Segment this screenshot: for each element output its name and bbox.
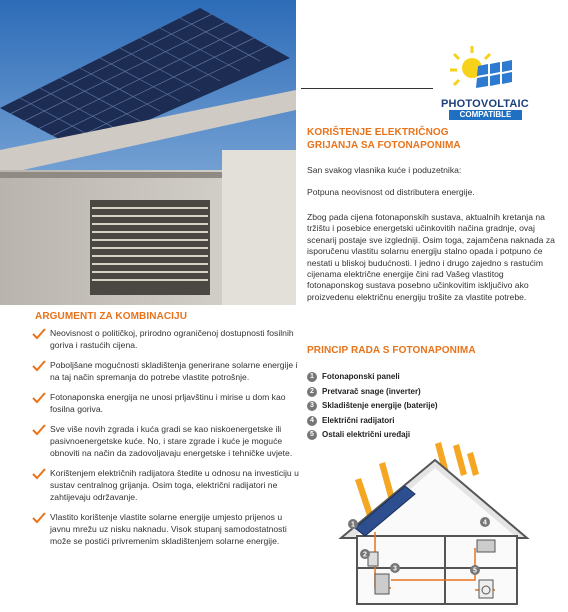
divider xyxy=(301,88,433,89)
legend-number: 2 xyxy=(307,387,317,397)
svg-text:3: 3 xyxy=(393,565,397,573)
legend-item xyxy=(307,370,438,385)
argument-text: Vlastito korištenje vlastite solarne energije umjesto prijenos u javnu mrežu uz nisku naknadu. Visok stupanj samodostatnosti može se postići privremenim skladištenjem solarne energije. xyxy=(50,512,287,546)
legend-label: Ostali električni uređaji xyxy=(322,430,411,439)
checkmark-icon xyxy=(32,424,46,436)
legend-label: Električni radijatori xyxy=(322,415,395,425)
arguments-title: ARGUMENTI ZA KOMBINACIJU xyxy=(35,311,188,322)
legend-number: 3 xyxy=(307,401,317,411)
argument-item xyxy=(32,391,302,415)
arguments-list xyxy=(32,327,302,555)
heating-paragraph: Zbog pada cijena fotonaponskih sustava, aktualnih kretanja na tržištu i posebice energetski učinkovitih načina gradnje, ovaj scenarij postaje sve izgledniji. Osim toga, zajamčena naknada za isporučenu vlastitu solarnu energiju stalno opada i potpuno će nestati u bliskoj budućnosti. I jedno i drugo zajedno s rastućim cijenama električne energije čini rad Vašeg vlastitog fotonaponskog sustava posebno učinkovitim isključivo ako proizvedenu električnu energiju trošite za vlastite potrebe. xyxy=(307,212,555,302)
argument-item xyxy=(32,511,302,547)
argument-text: Sve više novih zgrada i kuća gradi se kao niskoenergetske ili pasivnoenergetske kuće. No, i stare zgrade i kuće je moguće obnoviti na način da zadovoljavaju energetske i tehničke uvjete. xyxy=(50,424,293,458)
svg-text:2: 2 xyxy=(363,551,367,559)
argument-text: Poboljšane mogućnosti skladištenja generirane solarne energije i na taj način spremanja do potrebe vlastite potrošnje. xyxy=(50,360,298,382)
argument-item xyxy=(32,467,302,503)
house-system-diagram xyxy=(335,440,533,608)
checkmark-icon xyxy=(32,328,46,340)
legend-item xyxy=(307,399,438,414)
argument-text: Neovisnost o političkoj, prirodno ograničenoj dostupnosti fosilnih goriva i rastućih cijena. xyxy=(50,328,294,350)
legend-label: Fotonaponski paneli xyxy=(322,372,400,381)
heating-independence: Potpuna neovisnost od distributera energije. xyxy=(307,187,475,197)
building-solar-photo xyxy=(0,0,296,305)
argument-text: Fotonaponska energija ne unosi prljavštinu i mirise u dom kao fosilna goriva. xyxy=(50,392,286,414)
argument-item xyxy=(32,327,302,351)
checkmark-icon xyxy=(32,512,46,524)
checkmark-icon xyxy=(32,468,46,480)
heating-title: KORIŠTENJE ELEKTRIČNOG GRIJANJA SA FOTONAPONIMA xyxy=(307,127,461,151)
legend-item xyxy=(307,414,438,429)
legend-label: Pretvarač snage (inverter) xyxy=(322,386,421,396)
svg-text:5: 5 xyxy=(473,567,477,575)
checkmark-icon xyxy=(32,360,46,372)
argument-item xyxy=(32,423,302,459)
logo-text-primary: PHOTOVOLTAIC xyxy=(441,98,529,110)
logo-text-badge: COMPATIBLE xyxy=(449,110,522,120)
argument-item xyxy=(32,359,302,383)
legend-label: Skladištenje energije (baterije) xyxy=(322,401,438,410)
legend-number: 4 xyxy=(307,416,317,426)
legend-number: 5 xyxy=(307,430,317,440)
legend-number: 1 xyxy=(307,372,317,382)
checkmark-icon xyxy=(32,392,46,404)
principle-legend xyxy=(307,370,438,443)
legend-item xyxy=(307,385,438,400)
svg-text:1: 1 xyxy=(351,521,355,529)
heating-intro: San svakog vlasnika kuće i poduzetnika: xyxy=(307,165,462,175)
argument-text: Korištenjem električnih radijatora štedite u odnosu na investiciju u sustav centralnog grijanja. Osim toga, električni radijatori ne zahtijevaju održavanje. xyxy=(50,468,299,502)
svg-text:4: 4 xyxy=(483,519,487,527)
principle-title: PRINCIP RADA S FOTONAPONIMA xyxy=(307,345,476,356)
